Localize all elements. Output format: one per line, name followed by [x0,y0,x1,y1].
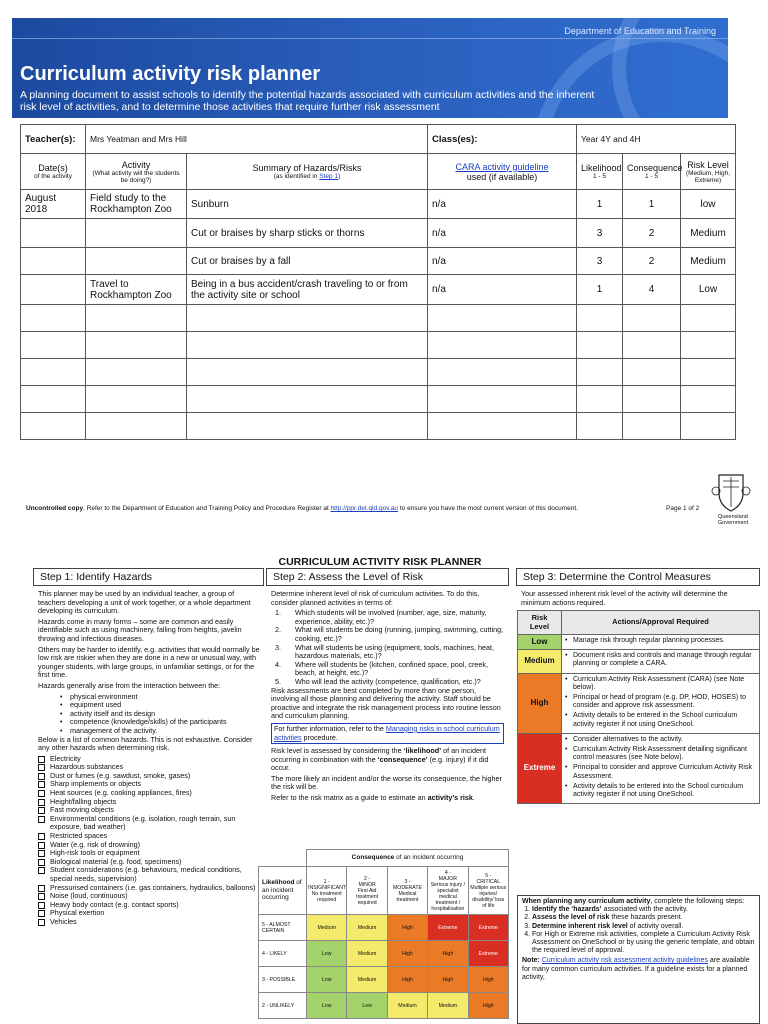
matrix-likelihood-row-label: 2 - UNLIKELY [259,993,307,1019]
cell-activity[interactable] [86,305,187,332]
action-row [518,733,760,803]
footer-note: Uncontrolled copy. Refer to the Department of Education and Training Policy and Procedure Register at http://ppr.det.qld.gov.au to ensure you have the most current version of this document. [26,505,578,512]
cell-risk[interactable]: Medium [681,219,736,248]
matrix-cell: Medium [347,941,387,967]
actions-table [517,610,760,804]
hazard-checkbox-item[interactable]: Heat sources (e.g. cooking appliances, fires) [38,789,262,798]
planner-row-empty [21,332,736,359]
hazard-checkbox-item[interactable]: Dust or fumes (e.g. sawdust, smoke, gases) [38,772,262,781]
cell-activity[interactable] [86,219,187,248]
planner-row [21,275,736,305]
page2-title: CURRICULUM ACTIVITY RISK PLANNER [278,556,482,568]
matrix-cell: Low [307,967,347,993]
managing-risks-link[interactable]: Managing risks in school curriculum activities [274,723,500,742]
matrix-likelihood-label: Likelihood of an incident occurring [259,867,307,915]
cell-date[interactable] [21,386,86,413]
action-item: • Principal to consider and approve Curriculum Activity Risk Assessment. [565,764,756,780]
cell-likelihood[interactable]: 3 [577,248,623,275]
planning-step: 3. Determine inherent risk level of activity overall. [532,923,755,931]
step2-paragraph: Refer to the risk matrix as a guide to estimate an activity’s risk. [271,793,475,803]
interaction-list [38,693,262,736]
matrix-cell: High [428,941,468,967]
actions-col-actions: Actions/Approval Required [562,611,760,635]
action-item: • Manage risk through regular planning processes. [565,637,756,645]
cell-date[interactable] [21,359,86,386]
matrix-consequence-col: 2 - MINOR First Aid treatment required [347,867,387,915]
cell-consequence[interactable]: 4 [623,275,681,305]
matrix-cell: High [468,967,508,993]
hazard-checkbox-item[interactable]: Environmental conditions (e.g. isolation, rough terrain, sun exposure, bad weather) [38,815,262,832]
actions-cell [562,733,760,803]
cell-cara[interactable] [428,386,577,413]
planner-row [21,219,736,248]
government-label: Queensland Government [717,514,749,526]
interaction-item: • activity itself and its design [38,710,262,719]
question-item: 2. What will students be doing (running, jumping, swimming, cutting, cooking, etc.)? [283,626,504,643]
matrix-row [259,941,509,967]
question-item: 5. Who will lead the activity (competence, qualification, etc.)? [283,678,504,687]
cell-activity[interactable] [86,386,187,413]
hazard-checkbox-item[interactable]: Electricity [38,755,262,764]
step3-heading: Step 3: Determine the Control Measures [516,568,760,586]
cell-consequence[interactable] [623,305,681,332]
hazard-checkbox-item[interactable]: Pressurised containers (i.e. gas containers, hydraulics, balloons) [38,884,262,893]
planner-row [21,248,736,275]
matrix-row [259,915,509,941]
teacher-field[interactable]: Mrs Yeatman and Mrs Hill [86,125,428,154]
cell-hazard[interactable]: Sunburn [187,190,428,219]
hazard-checkbox-item[interactable]: Height/falling objects [38,798,262,807]
cell-cara[interactable]: n/a [428,219,577,248]
step1-paragraph: Others may be harder to identify, e.g. activities that would normally be low risk are riskier when they are done in a new or unusual way, with younger students, with large groups, in unfamiliar settings, or for the first time. [38,644,260,680]
col-activity-header: Activity (What activity will the students be doing?) [86,154,187,190]
matrix-likelihood-row-label: 4 - LIKELY [259,941,307,967]
risk-matrix [258,849,509,1019]
matrix-cell: Medium [347,915,387,941]
matrix-consequence-col: 5 - CRITICAL Multiple serious injuries/ disability/ loss of life [468,867,508,915]
hazard-checkbox-item[interactable]: Vehicles [38,918,262,927]
cell-date[interactable]: August 2018 [21,190,86,219]
matrix-cell: Extreme [468,915,508,941]
planning-step: 1. Identify the ‘hazards’ associated with the activity. [532,906,755,914]
page-number: Page 1 of 2 [666,505,700,512]
matrix-cell: Medium [307,915,347,941]
risk-level-cell: High [518,673,562,733]
matrix-row [259,993,509,1019]
interaction-item: • management of the activity. [38,727,262,736]
hazard-checkbox-item[interactable]: Biological material (e.g. food, specimens) [38,858,262,867]
cell-activity[interactable]: Field study to the Rockhampton Zoo [86,190,187,219]
cell-risk[interactable] [681,359,736,386]
step1-heading: Step 1: Identify Hazards [33,568,264,586]
cell-activity[interactable] [86,248,187,275]
actions-col-risk-level: Risk Level [518,611,562,635]
matrix-likelihood-row-label: 3 - POSSIBLE [259,967,307,993]
interaction-item: • equipment used [38,701,262,710]
hazard-checkbox-item[interactable]: Fast moving objects [38,806,262,815]
matrix-consequence-header: Consequence of an incident occurring [307,850,509,867]
matrix-cell: High [387,915,427,941]
cell-date[interactable] [21,413,86,440]
matrix-cell: Medium [428,993,468,1019]
matrix-consequence-col: 4 - MAJOR Serious injury / specialist medical treatment / hospitalisation [428,867,468,915]
further-info-box: For further information, refer to the Managing risks in school curriculum activities procedure. [271,723,504,744]
class-label: Class(es): [428,125,577,154]
teacher-label: Teacher(s): [21,125,86,154]
cell-activity[interactable] [86,332,187,359]
col-consequence-header: Consequence 1 - 5 [623,154,681,190]
cell-cara[interactable]: n/a [428,190,577,219]
cell-likelihood[interactable]: 1 [577,275,623,305]
interaction-item: • physical environment [38,693,262,702]
hazard-checkbox-item[interactable]: Sharp implements or objects [38,780,262,789]
planning-step: 4. For High or Extreme risk activities, complete a Curriculum Activity Risk Assessment on OneSchool or by using the generic template, and obtain the required level of approval. [532,931,755,956]
question-list [283,609,504,686]
step1-paragraph: This planner may be used by an individual teacher, a group of teachers developing a unit of work together, or a whole department developing its curriculum. [38,589,251,616]
cell-cara[interactable]: n/a [428,248,577,275]
planner-row-empty [21,359,736,386]
cell-likelihood[interactable]: 1 [577,190,623,219]
risk-level-cell: Extreme [518,733,562,803]
cell-hazard[interactable]: Being in a bus accident/crash traveling to or from the activity site or school [187,275,428,305]
department-name: Department of Education and Training [564,26,716,36]
ppr-link[interactable]: http://ppr.det.qld.gov.au [330,505,399,512]
cell-activity[interactable] [86,359,187,386]
col-likelihood-header: Likelihood 1 - 5 [577,154,623,190]
cell-risk[interactable] [681,413,736,440]
cell-activity[interactable] [86,413,187,440]
cell-likelihood[interactable] [577,332,623,359]
class-field[interactable]: Year 4Y and 4H [577,125,736,154]
hazard-checkbox-item[interactable]: Hazardous substances [38,763,262,772]
matrix-cell: Extreme [468,941,508,967]
matrix-cell: High [387,941,427,967]
banner-divider [12,38,728,39]
matrix-row [259,967,509,993]
step1-paragraph: Below is a list of common hazards. This is not exhaustive. Consider any other hazards when determining risk. [38,734,253,753]
cell-consequence[interactable]: 2 [623,248,681,275]
col-date-header: Date(s) of the activity [21,154,86,190]
cell-cara[interactable]: n/a [428,275,577,305]
matrix-consequence-col: 1 - INSIGNIFICANT No treatment required [307,867,347,915]
interaction-item: • competence (knowledge/skills) of the participants [38,718,262,727]
cell-likelihood[interactable] [577,386,623,413]
hazard-checkbox-item[interactable]: Noise (loud, continuous) [38,892,262,901]
risk-level-cell: Low [518,635,562,650]
cell-date[interactable] [21,275,86,305]
planning-step: 2. Assess the level of risk these hazards present. [532,914,755,922]
cell-consequence[interactable] [623,413,681,440]
cell-hazard[interactable]: Cut or braises by sharp sticks or thorns [187,219,428,248]
cara-guideline-link[interactable]: CARA activity guideline [455,161,549,172]
step2-paragraph: Risk assessments are best completed by more than one person, involving all those planning and delivering the activity. Staff should be proactive and integrate the risk management process into routine lesson and curriculum planning. [271,685,501,721]
cell-risk[interactable] [681,332,736,359]
action-item: • Activity details to be entered into the School curriculum activity register if not using OneSchool. [565,783,756,799]
cell-date[interactable] [21,248,86,275]
hazard-checkbox-item[interactable]: Physical exertion [38,909,262,918]
cell-consequence[interactable] [623,386,681,413]
actions-cell [562,673,760,733]
cell-hazard[interactable] [187,386,428,413]
cell-consequence[interactable]: 2 [623,219,681,248]
col-summary-header: Summary of Hazards/Risks (as identified in Step 1) [187,154,428,190]
cell-date[interactable] [21,305,86,332]
cell-date[interactable] [21,332,86,359]
cell-consequence[interactable] [623,332,681,359]
cell-consequence[interactable] [623,359,681,386]
action-row [518,673,760,733]
matrix-consequence-col: 3 - MODERATE Medical treatment [387,867,427,915]
matrix-cell: Low [307,941,347,967]
action-row [518,635,760,650]
action-item: • Consider alternatives to the activity. [565,736,756,744]
action-row [518,650,760,673]
planner-row [21,190,736,219]
cell-cara[interactable] [428,305,577,332]
matrix-cell: Medium [387,993,427,1019]
matrix-likelihood-row-label: 5 - ALMOST CERTAIN [259,915,307,941]
matrix-cell: Low [307,993,347,1019]
matrix-cell: Extreme [428,915,468,941]
step1-paragraph: Hazards generally arise from the interaction between the: [38,680,221,690]
hazard-checkbox-item[interactable]: Heavy body contact (e.g. contact sports) [38,901,262,910]
matrix-cell: High [428,967,468,993]
action-item: • Curriculum Activity Risk Assessment detailing significant control measures (see Note below). [565,746,756,762]
cara-guidelines-link[interactable]: Curriculum activity risk assessment activity guidelines [541,957,708,965]
action-item: • Principal or head of program (e.g. DP, HOD, HOSES) to consider and approve risk assessment. [565,694,756,710]
question-item: 4. Where will students be (kitchen, confined space, pool, creek, beach, at height, etc.)? [283,661,504,678]
cell-date[interactable] [21,219,86,248]
actions-cell [562,650,760,673]
step1-content [38,590,262,927]
cell-likelihood[interactable]: 3 [577,219,623,248]
cell-likelihood[interactable] [577,359,623,386]
cell-risk[interactable] [681,305,736,332]
question-item: 1. Which students will be involved (number, age, size, maturity, experience, ability, etc.)? [283,609,504,626]
question-item: 3. What will students be using (equipment, tools, machines, heat, hazardous materials, etc.)? [283,644,504,661]
cell-cara[interactable] [428,359,577,386]
step2-content [271,590,504,805]
cell-hazard[interactable]: Cut or braises by a fall [187,248,428,275]
risk-planner-table [20,124,736,440]
cell-consequence[interactable]: 1 [623,190,681,219]
matrix-cell: Low [347,993,387,1019]
step1-link[interactable]: Step 1 [319,173,339,180]
queensland-crest-icon [711,471,751,513]
col-cara-header: CARA activity guideline used (if available) [428,154,577,190]
cell-hazard[interactable] [187,332,428,359]
matrix-cell: High [387,967,427,993]
cell-likelihood[interactable] [577,413,623,440]
step2-paragraph: Risk level is assessed by considering the ‘likelihood’ of an incident occurring in combination with the ‘consequence’ (e.g. injury) if it did occur. [271,746,489,773]
action-item: • Curriculum Activity Risk Assessment (CARA) (see Note below). [565,676,756,692]
risk-level-cell: Medium [518,650,562,673]
planner-row-empty [21,386,736,413]
cell-likelihood[interactable] [577,305,623,332]
actions-cell [562,635,760,650]
cell-cara[interactable] [428,332,577,359]
planning-step-list [532,906,755,955]
cell-hazard[interactable] [187,413,428,440]
matrix-cell: High [468,993,508,1019]
cell-risk[interactable]: Low [681,275,736,305]
step2-paragraph: Determine inherent level of risk of curriculum activities. To do this, consider planned activities in terms of: [271,589,480,607]
cell-risk[interactable] [681,386,736,413]
planning-steps-box: When planning any curriculum activity, complete the following steps: 1. Identify the ‘hazards’ associated with the activity. 2. Assess the level of risk these hazards present. 3. Determine inherent risk level of activity overall. 4. For High or Extreme risk activities, complete a Curriculum Activity Risk Assessment on OneSchool or by using the generic template, and obtain the required level of approval. Note: Curriculum activity risk assessment activity guidelines are available for many common curriculum activities. If a guideline exists for a planned activity, [517,895,760,1024]
step1-paragraph: Hazards come in many forms – some are common and easily identifiable such as using machinery, falling from heights, javelin throwing and infectious diseases. [38,616,242,643]
hazard-checkbox-item[interactable]: Water (e.g. risk of drowning) [38,841,262,850]
action-item: • Document risks and controls and manage through regular planning or complete a CARA. [565,652,756,668]
step2-paragraph: The more likely an incident and/or the worse its consequence, the higher the risk will be. [271,773,502,792]
col-risk-header: Risk Level (Medium, High, Extreme) [681,154,736,190]
action-item: • Activity details to be entered in the School curriculum activity register if not using OneSchool. [565,712,756,728]
document-subtitle: A planning document to assist schools to identify the potential hazards associated with curriculum activities and the inherent risk level of activities, and to determine those activities that require further risk assessment [20,89,595,113]
step2-heading: Step 2: Assess the Level of Risk [266,568,509,586]
hazard-checkbox-item[interactable]: Student considerations (e.g. behaviours, medical conditions, special needs, supervision) [38,866,262,883]
document-title: Curriculum activity risk planner [20,63,321,85]
cell-risk[interactable]: Medium [681,248,736,275]
hazard-checklist [38,755,262,927]
hazard-checkbox-item[interactable]: High-risk tools or equipment [38,849,262,858]
cell-cara[interactable] [428,413,577,440]
cell-activity[interactable]: Travel to Rockhampton Zoo [86,275,187,305]
planner-row-empty [21,413,736,440]
step3-intro: Your assessed inherent risk level of the activity will determine the minimum actions required. [521,589,728,607]
hazard-checkbox-item[interactable]: Restricted spaces [38,832,262,841]
cell-hazard[interactable] [187,359,428,386]
matrix-cell: Medium [347,967,387,993]
cell-risk[interactable]: low [681,190,736,219]
planner-row-empty [21,305,736,332]
cell-hazard[interactable] [187,305,428,332]
